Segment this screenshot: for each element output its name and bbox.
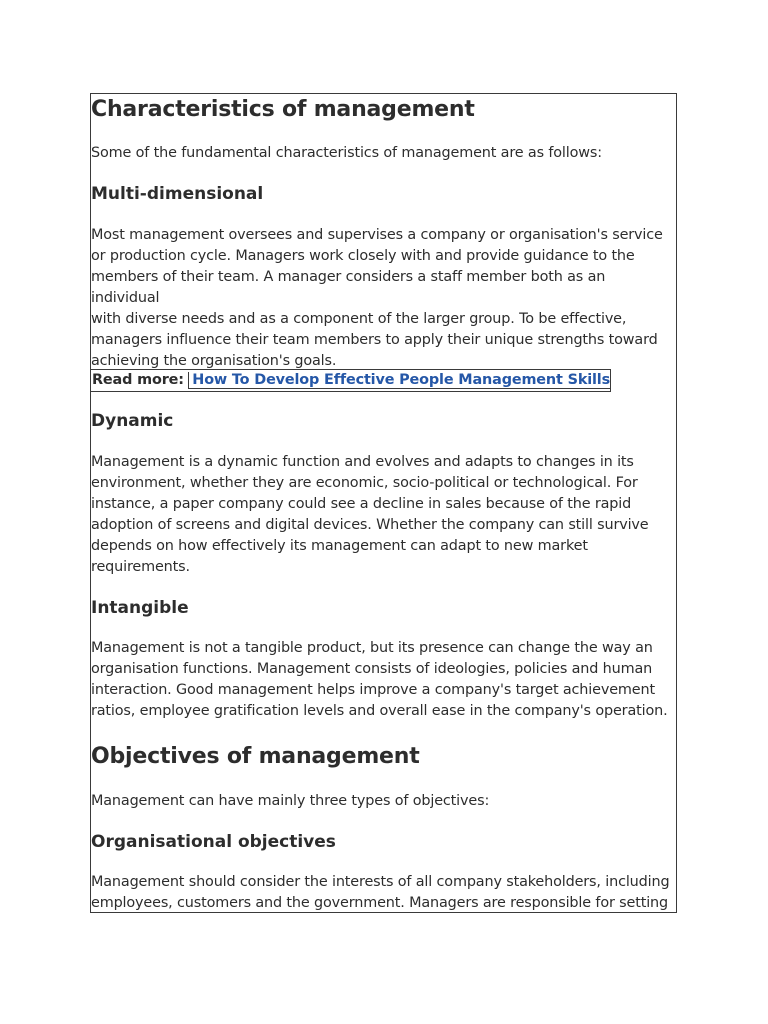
document-frame bbox=[90, 93, 677, 913]
text-line: Management is not a tangible product, but its presence can change the way an bbox=[91, 640, 653, 656]
read-more-label: Read more: bbox=[92, 372, 184, 388]
text-line: organisation functions. Management consists of ideologies, policies and human bbox=[91, 661, 653, 677]
subheading-intangible: Intangible bbox=[91, 598, 189, 618]
text-line: or production cycle. Managers work closely with and provide guidance to the bbox=[91, 248, 635, 264]
text-line: interaction. Good management helps improve a company's target achievement bbox=[91, 682, 655, 698]
text-line: with diverse needs and as a component of the larger group. To be effective, bbox=[91, 311, 627, 327]
text-line: members of their team. A manager considers a staff member both as an individual bbox=[91, 269, 606, 306]
paragraph-multi-dimensional bbox=[91, 225, 677, 372]
paragraph-intangible bbox=[91, 638, 668, 722]
text-line: employees, customers and the government. Managers are responsible for setting bbox=[91, 895, 668, 911]
intro-paragraph: Some of the fundamental characteristics of management are as follows: bbox=[91, 145, 602, 161]
text-line: requirements. bbox=[91, 559, 190, 575]
heading-objectives: Objectives of management bbox=[91, 744, 420, 769]
subheading-multi-dimensional: Multi-dimensional bbox=[91, 184, 264, 204]
text-line: achieving the organisation's goals. bbox=[91, 353, 337, 369]
text-line: depends on how effectively its management can adapt to new market bbox=[91, 538, 588, 554]
text-line: Management is a dynamic function and evolves and adapts to changes in its bbox=[91, 454, 634, 470]
paragraph-dynamic bbox=[91, 452, 649, 578]
text-line: environment, whether they are economic, socio-political or technological. For bbox=[91, 475, 638, 491]
read-more-link[interactable]: How To Develop Effective People Management Skills bbox=[188, 372, 610, 389]
text-line: managers influence their team members to apply their unique strengths toward bbox=[91, 332, 658, 348]
subheading-dynamic: Dynamic bbox=[91, 411, 174, 431]
read-more-box bbox=[90, 369, 611, 392]
text-line: Most management oversees and supervises a company or organisation's service bbox=[91, 227, 663, 243]
intro-objectives: Management can have mainly three types of objectives: bbox=[91, 793, 490, 809]
subheading-organisational-objectives: Organisational objectives bbox=[91, 832, 336, 852]
text-line: ratios, employee gratification levels and overall ease in the company's operation. bbox=[91, 703, 668, 719]
paragraph-organisational-objectives bbox=[91, 872, 669, 913]
text-line: instance, a paper company could see a decline in sales because of the rapid bbox=[91, 496, 632, 512]
text-line: Management should consider the interests of all company stakeholders, including bbox=[91, 874, 670, 890]
heading-characteristics: Characteristics of management bbox=[91, 97, 475, 122]
text-line: adoption of screens and digital devices. Whether the company can still survive bbox=[91, 517, 649, 533]
